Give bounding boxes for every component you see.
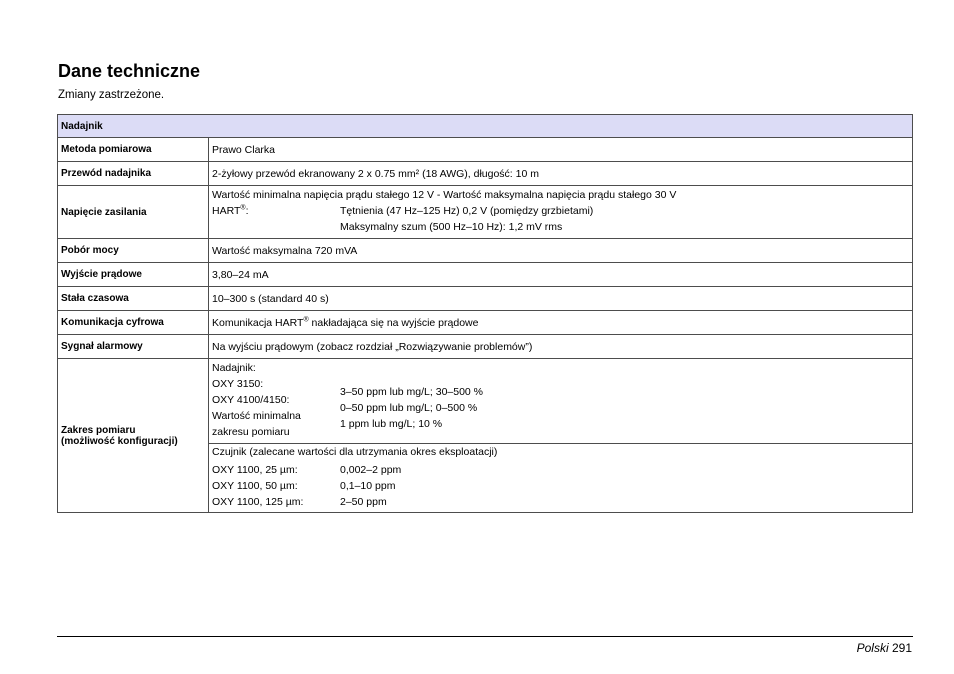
range-key: Wartość minimalna zakresu pomiaru: [212, 410, 301, 438]
sensor-value: 2–50 ppm: [340, 496, 387, 508]
hart-noise: Maksymalny szum (500 Hz–10 Hz): 1,2 mV rms: [340, 221, 563, 233]
hart-ripple: Tętnienia (47 Hz–125 Hz) 0,2 V (pomiędzy grzbietami): [340, 205, 594, 217]
range-key: OXY 3150:: [212, 378, 264, 390]
row-value-sygnal: Na wyjściu prądowym (zobacz rozdział „Rozwiązywanie problemów”): [209, 335, 913, 359]
page-footer: [857, 641, 912, 655]
table-row: [58, 335, 913, 359]
table-row: [58, 138, 913, 162]
range-value: 0–50 ppm lub mg/L; 0–500 %: [340, 402, 478, 414]
page-number: 291: [891, 641, 912, 655]
sensor-key: OXY 1100, 125 µm:: [212, 496, 304, 508]
sensor-key: OXY 1100, 25 µm:: [212, 464, 298, 476]
table-row: [58, 359, 913, 444]
range-key: OXY 4100/4150:: [212, 394, 290, 406]
sensor-value: 0,1–10 ppm: [340, 480, 396, 492]
row-label-wyjscie: Wyjście prądowe: [58, 263, 209, 287]
row-label-zakres: Zakres pomiaru (możliwość konfiguracji): [58, 359, 209, 513]
row-value-przewod: 2-żyłowy przewód ekranowany 2 x 0.75 mm² (18 AWG), długość: 10 m: [209, 162, 913, 186]
hart-label: HART®:: [212, 204, 249, 217]
table-row: [58, 186, 913, 239]
zakres-nadajnik-cell: [209, 359, 913, 444]
napiecie-line1: Wartość minimalna napięcia prądu stałego 12 V - Wartość maksymalna napięcia prądu stałego 30 V: [212, 189, 677, 201]
row-value-wyjscie: 3,80–24 mA: [209, 263, 913, 287]
nadajnik-ranges: [212, 376, 909, 440]
specifications-table: [57, 114, 913, 513]
row-value-komunikacja: Komunikacja HART® nakładająca się na wyjście prądowe: [209, 311, 913, 335]
table-row: [58, 239, 913, 263]
row-value-napiecie: [209, 186, 913, 239]
row-label-przewod: Przewód nadajnika: [58, 162, 209, 186]
table-row: [58, 311, 913, 335]
table-row: [58, 287, 913, 311]
row-value-stala: 10–300 s (standard 40 s): [209, 287, 913, 311]
table-header: Nadajnik: [58, 115, 913, 138]
table-row: [58, 162, 913, 186]
row-label-stala: Stała czasowa: [58, 287, 209, 311]
page-title: Dane techniczne: [58, 61, 201, 81]
table-row: [58, 263, 913, 287]
range-value: 1 ppm lub mg/L; 10 %: [340, 418, 443, 430]
row-label-komunikacja: Komunikacja cyfrowa: [58, 311, 209, 335]
row-label-pobor: Pobór mocy: [58, 239, 209, 263]
sensor-key: OXY 1100, 50 µm:: [212, 480, 298, 492]
range-value: 3–50 ppm lub mg/L; 30–500 %: [340, 386, 484, 398]
row-label-napiecie: Napięcie zasilania: [58, 186, 209, 239]
footer-divider: [57, 636, 913, 637]
row-value-metoda: Prawo Clarka: [209, 138, 913, 162]
napiecie-hart-block: [212, 203, 909, 235]
sensor-value: 0,002–2 ppm: [340, 464, 402, 476]
page-subtitle: Zmiany zastrzeżone.: [58, 89, 165, 101]
czujnik-title: Czujnik (zalecane wartości dla utrzymania okres eksploatacji): [212, 446, 498, 458]
zakres-czujnik-cell: [209, 444, 913, 513]
row-value-pobor: Wartość maksymalna 720 mVA: [209, 239, 913, 263]
row-label-sygnal: Sygnał alarmowy: [58, 335, 209, 359]
czujnik-ranges: [212, 462, 909, 510]
nadajnik-title: Nadajnik:: [212, 362, 256, 374]
row-label-metoda: Metoda pomiarowa: [58, 138, 209, 162]
footer-language: Polski: [856, 641, 889, 655]
